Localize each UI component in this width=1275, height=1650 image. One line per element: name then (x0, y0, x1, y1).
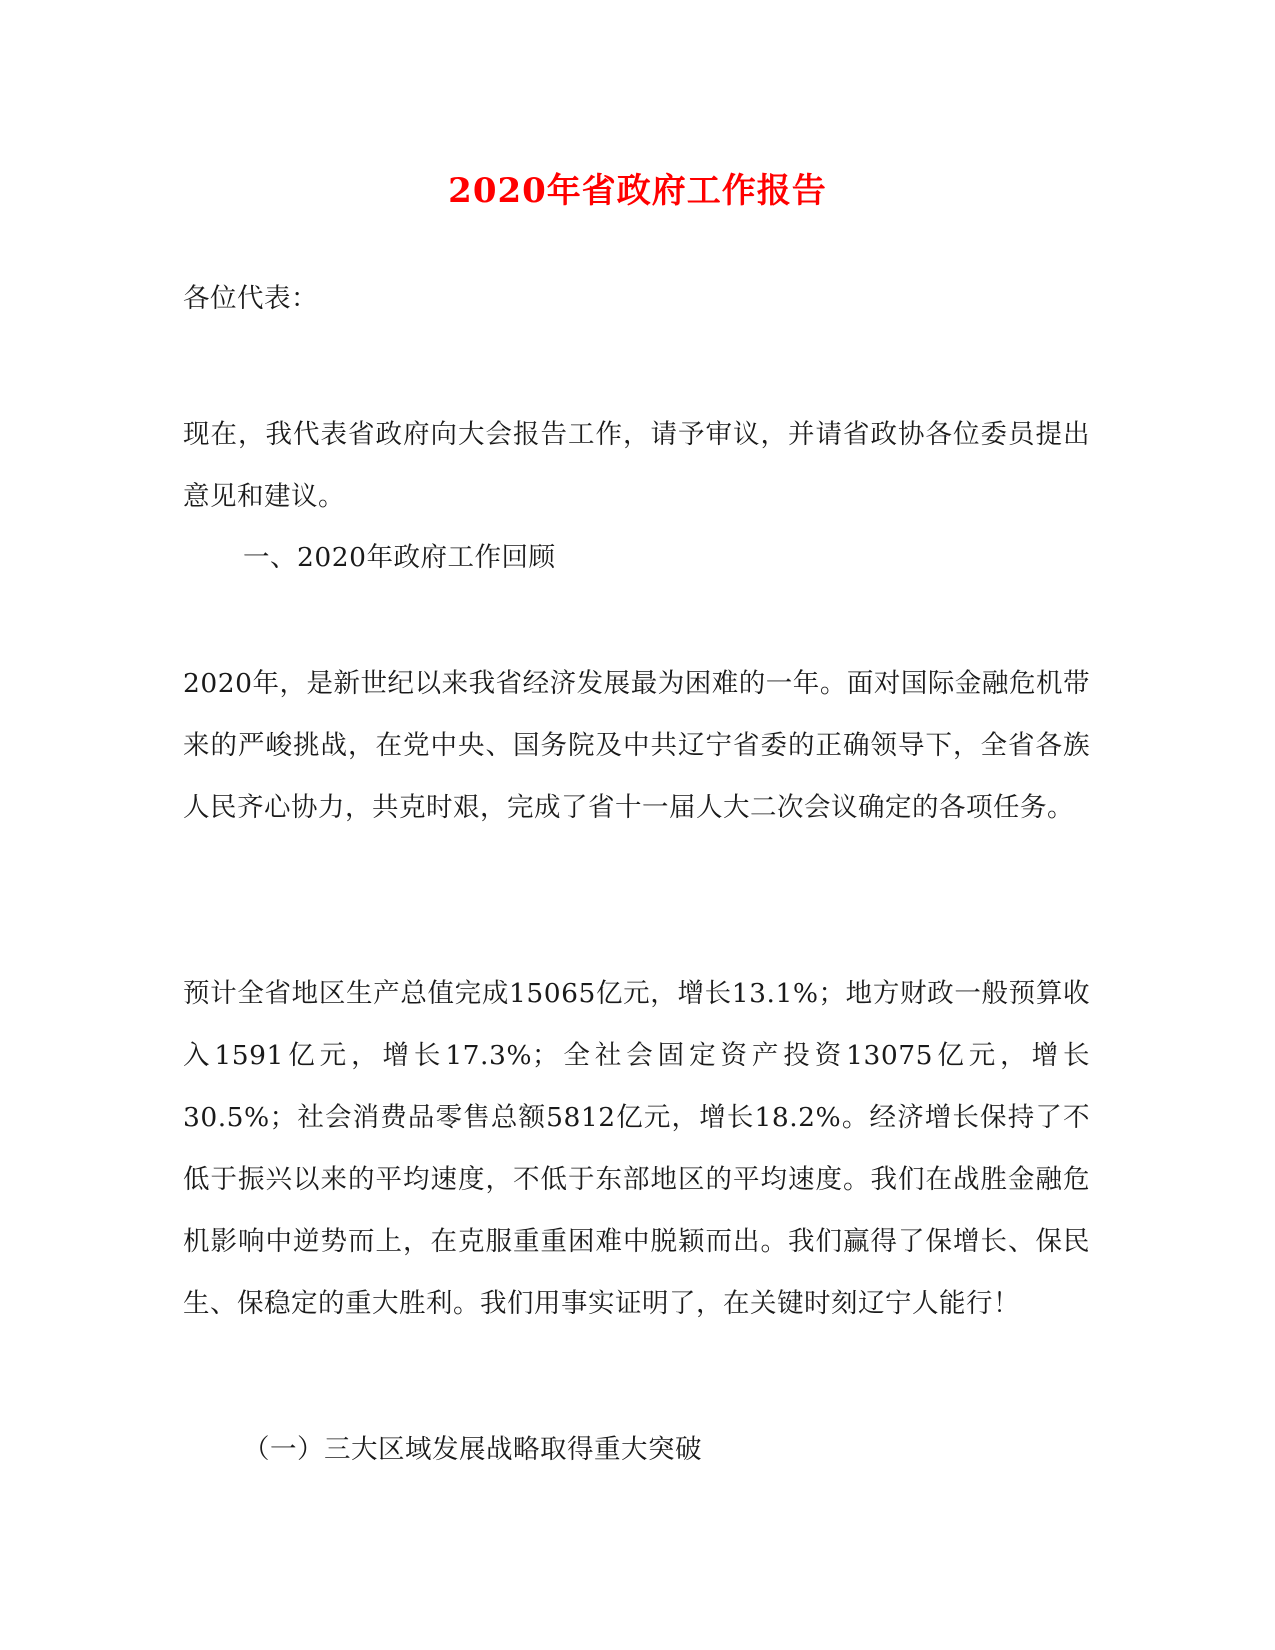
paragraph-statistics: 预计全省地区生产总值完成15065亿元，增长13.1%；地方财政一般预算收入1591亿元，增长17.3%；全社会固定资产投资13075亿元，增长30.5%；社会消费品零售总额5812亿元，增长18.2%。经济增长保持了不低于振兴以来的平均速度，不低于东部地区的平均速度。我们在战胜金融危机影响中逆势而上，在克服重重困难中脱颖而出。我们赢得了保增长、保民生、保稳定的重大胜利。我们用事实证明了，在关键时刻辽宁人能行！ (183, 978, 1090, 1319)
paragraph-overview: 2020年，是新世纪以来我省经济发展最为困难的一年。面对国际金融危机带来的严峻挑战，在党中央、国务院及中共辽宁省委的正确领导下，全省各族人民齐心协力，共克时艰，完成了省十一届人大二次会议确定的各项任务。 (183, 668, 1090, 823)
paragraph-intro: 现在，我代表省政府向大会报告工作，请予审议，并请省政协各位委员提出意见和建议。 (183, 419, 1090, 512)
section-heading-review: 一、2020年政府工作回顾 (243, 542, 556, 573)
salutation: 各位代表： (183, 283, 318, 314)
document-title: 2020年省政府工作报告 (448, 171, 827, 211)
subsection-heading-regional: （一）三大区域发展战略取得重大突破 (243, 1434, 702, 1465)
